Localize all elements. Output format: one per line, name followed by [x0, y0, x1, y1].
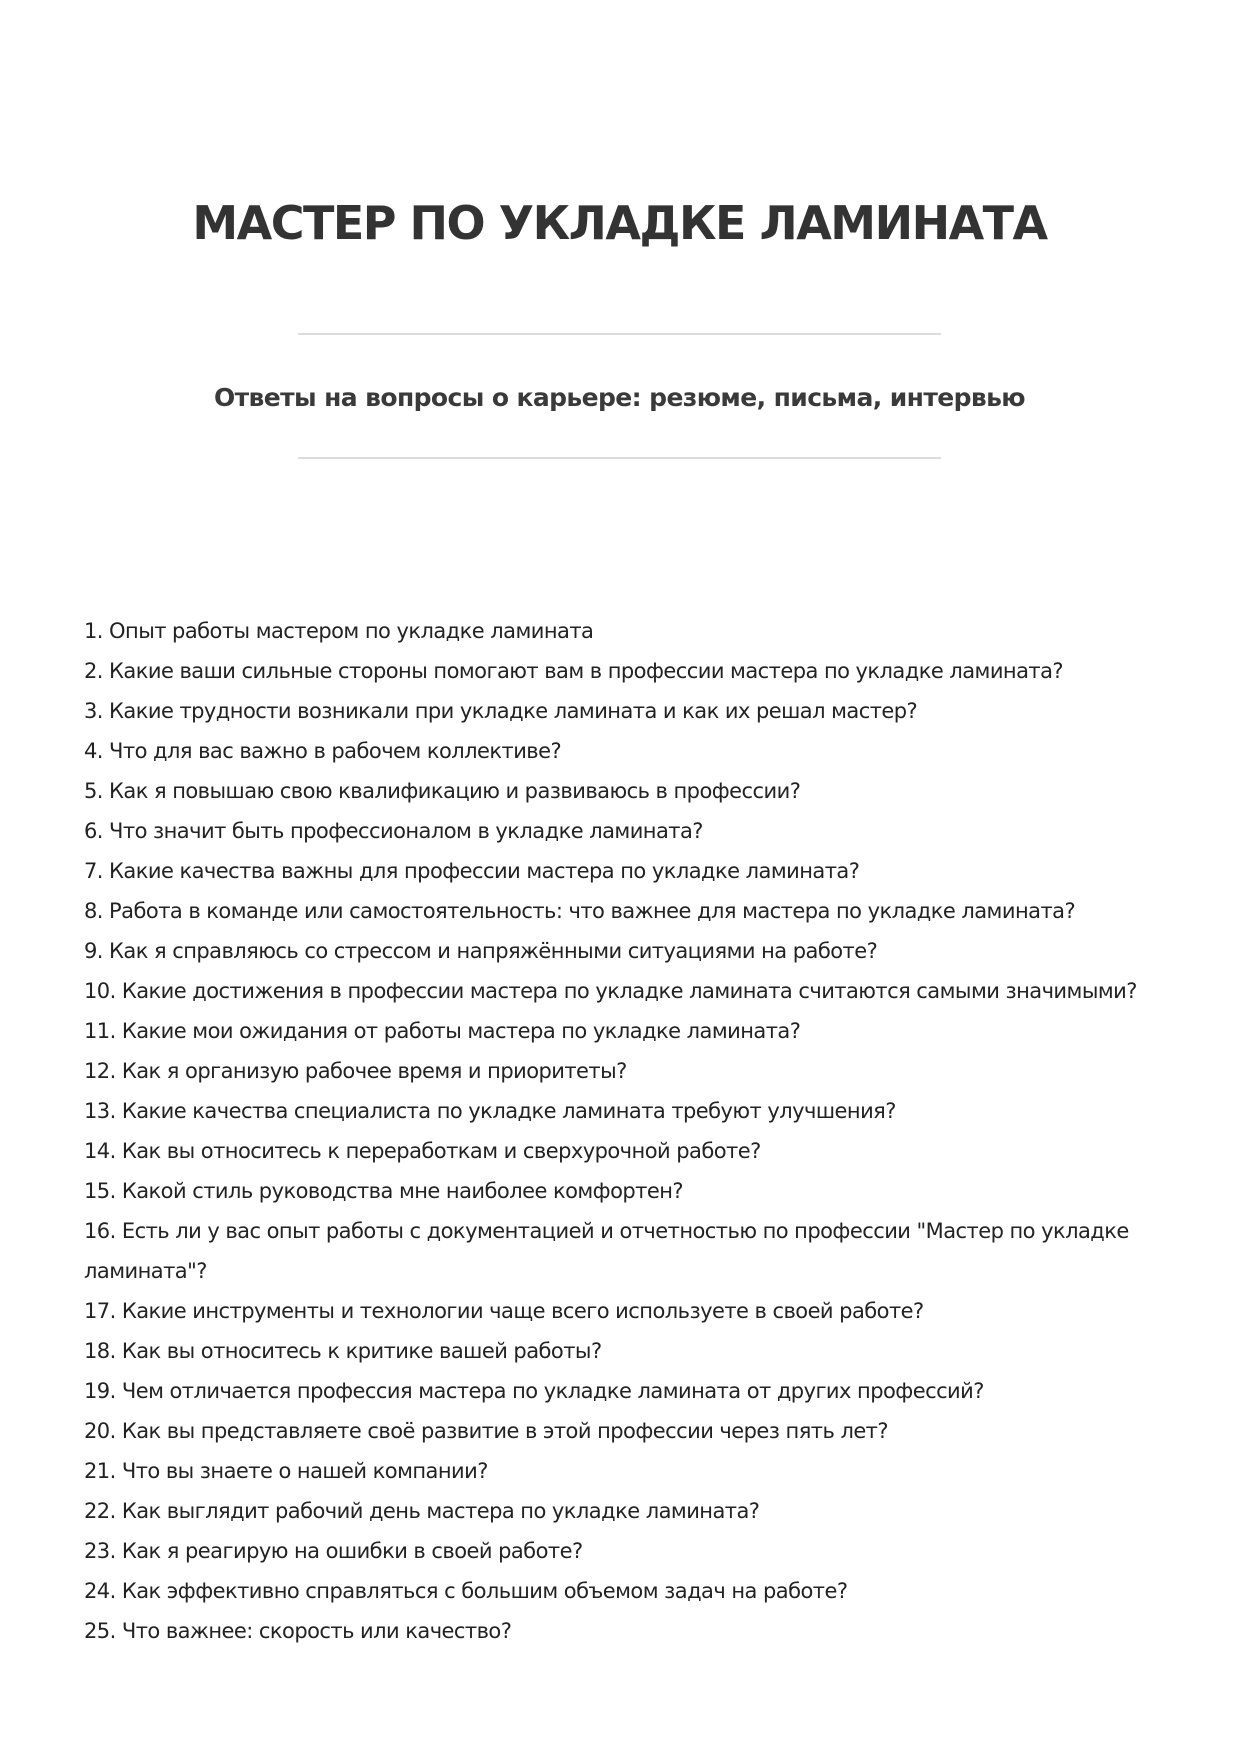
question-item: 9. Как я справляюсь со стрессом и напряжёнными ситуациями на работе?	[84, 939, 878, 963]
question-item: 16. Есть ли у вас опыт работы с документацией и отчетностью по профессии "Мастер по укладке ламината"?	[84, 1219, 1129, 1283]
question-item: 13. Какие качества специалиста по укладке ламината требуют улучшения?	[84, 1099, 896, 1123]
document-subtitle: Ответы на вопросы о карьере: резюме, письма, интервью	[213, 383, 1026, 412]
question-item: 8. Работа в команде или самостоятельность: что важнее для мастера по укладке ламината?	[84, 899, 1076, 923]
question-item: 12. Как я организую рабочее время и приоритеты?	[84, 1059, 627, 1083]
question-item: 22. Как выглядит рабочий день мастера по укладке ламината?	[84, 1499, 760, 1523]
divider-top	[298, 333, 941, 335]
question-item: 20. Как вы представляете своё развитие в этой профессии через пять лет?	[84, 1419, 888, 1443]
question-item: 5. Как я повышаю свою квалификацию и развиваюсь в профессии?	[84, 779, 801, 803]
question-item: 23. Как я реагирую на ошибки в своей работе?	[84, 1539, 583, 1563]
question-item: 15. Какой стиль руководства мне наиболее комфортен?	[84, 1179, 683, 1203]
question-item: 4. Что для вас важно в рабочем коллективе?	[84, 739, 562, 763]
question-item: 6. Что значит быть профессионалом в укладке ламината?	[84, 819, 703, 843]
question-item: 1. Опыт работы мастером по укладке ламината	[84, 619, 594, 643]
question-item: 3. Какие трудности возникали при укладке ламината и как их решал мастер?	[84, 699, 918, 723]
question-item: 18. Как вы относитесь к критике вашей работы?	[84, 1339, 602, 1363]
question-item: 2. Какие ваши сильные стороны помогают вам в профессии мастера по укладке ламината?	[84, 659, 1064, 683]
question-item: 17. Какие инструменты и технологии чаще всего используете в своей работе?	[84, 1299, 924, 1323]
divider-bottom	[298, 457, 941, 459]
question-item: 25. Что важнее: скорость или качество?	[84, 1619, 512, 1643]
question-item: 7. Какие качества важны для профессии мастера по укладке ламината?	[84, 859, 860, 883]
question-item: 21. Что вы знаете о нашей компании?	[84, 1459, 488, 1483]
question-item: 19. Чем отличается профессия мастера по укладке ламината от других профессий?	[84, 1379, 984, 1403]
question-item: 24. Как эффективно справляться с большим объемом задач на работе?	[84, 1579, 848, 1603]
question-item: 14. Как вы относитесь к переработкам и сверхурочной работе?	[84, 1139, 761, 1163]
document-title: МАСТЕР ПО УКЛАДКЕ ЛАМИНАТА	[192, 196, 1047, 250]
question-list	[84, 611, 1164, 1651]
question-item: 11. Какие мои ожидания от работы мастера по укладке ламината?	[84, 1019, 801, 1043]
question-item: 10. Какие достижения в профессии мастера по укладке ламината считаются самыми значимыми?	[84, 979, 1137, 1003]
